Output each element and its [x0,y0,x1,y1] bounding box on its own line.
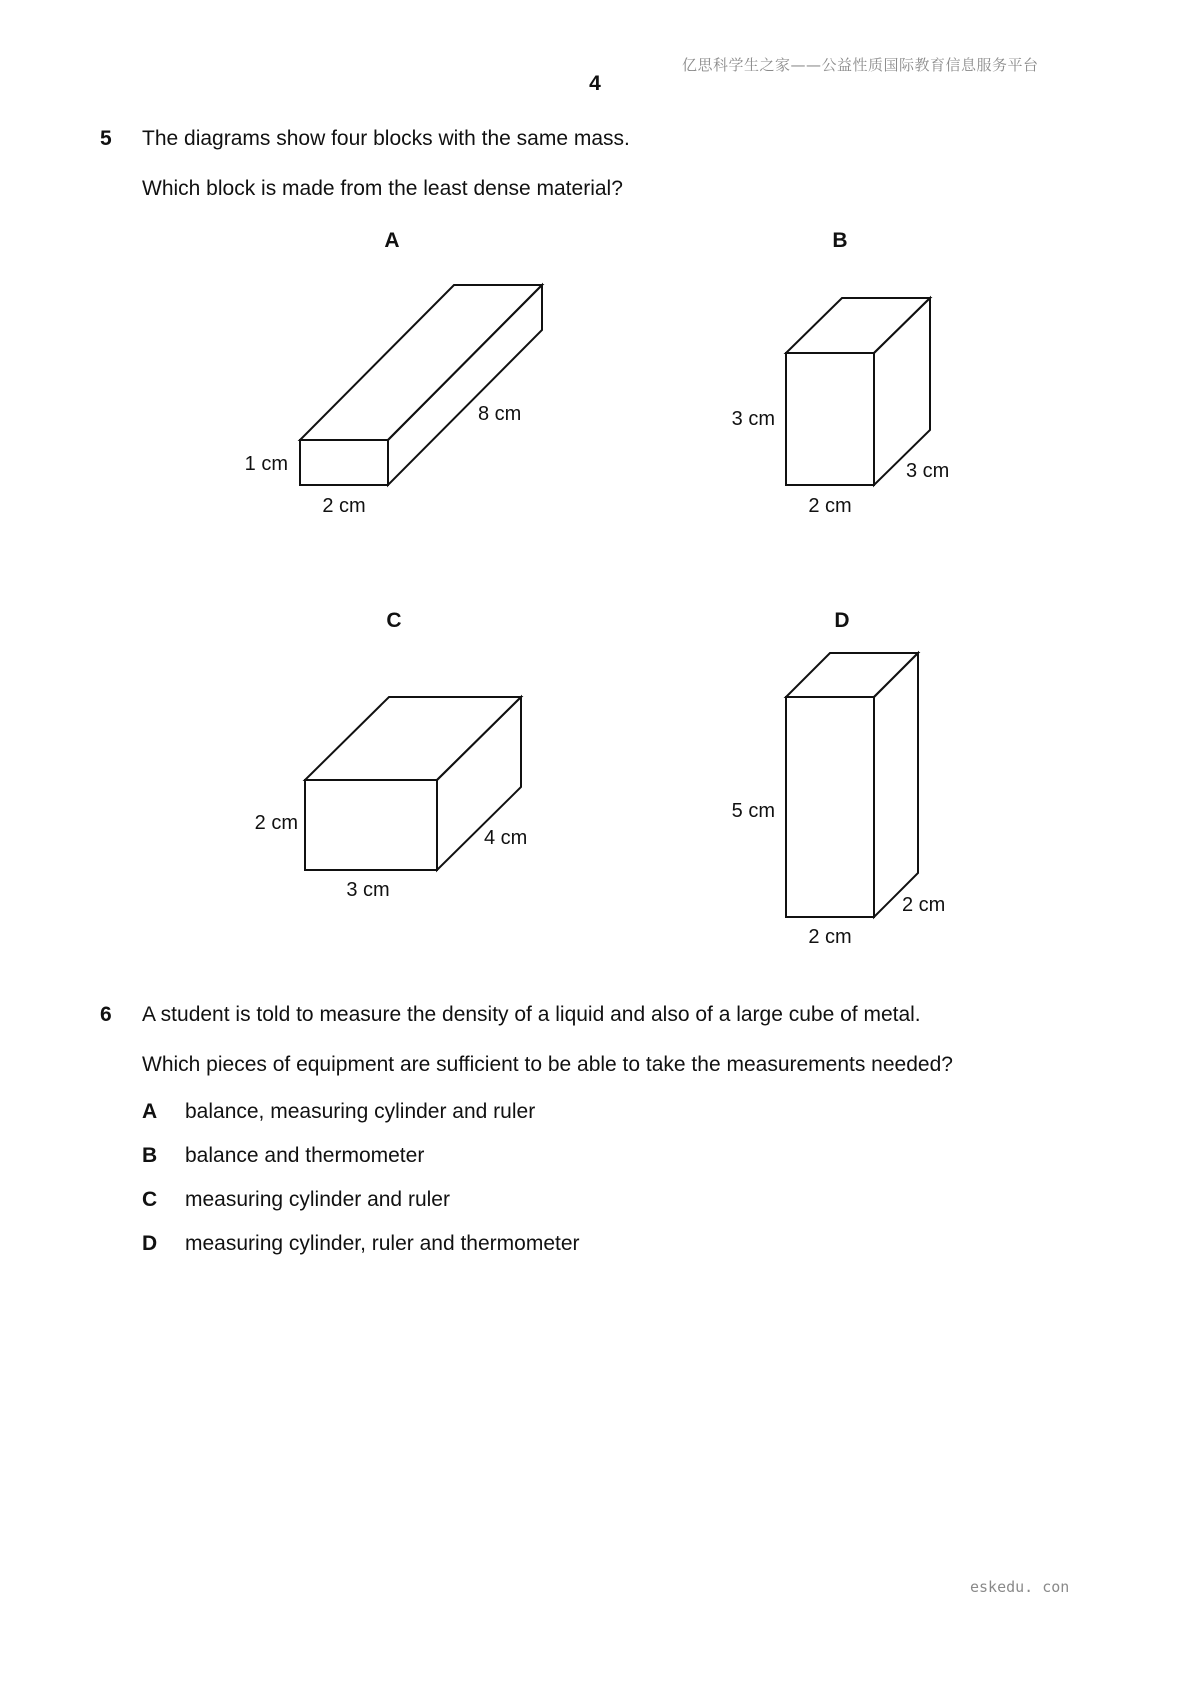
question-6-number: 6 [100,1003,112,1026]
block-d-front-face [786,697,874,917]
block-c-label: C [386,609,402,632]
page-number: 4 [589,72,601,95]
block-d-dim-width: 2 cm [808,926,852,948]
block-b-dim-depth: 3 cm [906,460,950,482]
question-6-prompt: Which pieces of equipment are sufficient to be able to take the measurements needed? [142,1053,953,1076]
option-c-letter: C [142,1188,158,1211]
option-d-text: measuring cylinder, ruler and thermometer [185,1232,580,1255]
block-d-dim-depth: 2 cm [902,894,946,916]
block-a-front-face [300,440,388,485]
block-b [732,229,950,517]
question-5-prompt: Which block is made from the least dense material? [142,177,623,200]
header-site-text: 亿思科学生之家——公益性质国际教育信息服务平台 [682,56,1039,74]
block-d-side-face [874,653,918,917]
question-5-text: The diagrams show four blocks with the same mass. [142,127,630,150]
block-a-label: A [384,229,400,252]
block-a-dim-width: 2 cm [322,495,366,517]
block-d-top-face [786,653,918,697]
block-c-dim-depth: 4 cm [484,827,528,849]
option-c-text: measuring cylinder and ruler [185,1188,450,1211]
block-c-dim-height: 2 cm [254,812,298,834]
block-b-dim-height: 3 cm [731,408,775,430]
option-b-letter: B [142,1144,158,1167]
block-a-dim-depth: 8 cm [478,403,522,425]
block-b-front-face [786,353,874,485]
block-c-front-face [305,780,437,870]
footer-site-text: eskedu. con [970,1578,1070,1596]
block-c-top-face [305,697,521,780]
option-b-text: balance and thermometer [185,1144,425,1167]
option-d-letter: D [142,1232,158,1255]
block-a-dim-height: 1 cm [244,453,288,475]
option-a-text: balance, measuring cylinder and ruler [185,1100,536,1123]
block-a [245,229,542,517]
option-a-letter: A [142,1100,158,1123]
question-6-text: A student is told to measure the density of a liquid and also of a large cube of metal. [142,1003,921,1026]
block-c-dim-width: 3 cm [346,879,390,901]
block-d-label: D [834,609,850,632]
block-b-top-face [786,298,930,353]
block-b-dim-width: 2 cm [808,495,852,517]
block-c [255,609,528,901]
block-d [732,609,946,948]
block-a-side-face [388,285,542,485]
question-5-number: 5 [100,127,112,150]
block-d-dim-height: 5 cm [731,800,775,822]
block-b-label: B [832,229,848,252]
block-b-side-face [874,298,930,485]
